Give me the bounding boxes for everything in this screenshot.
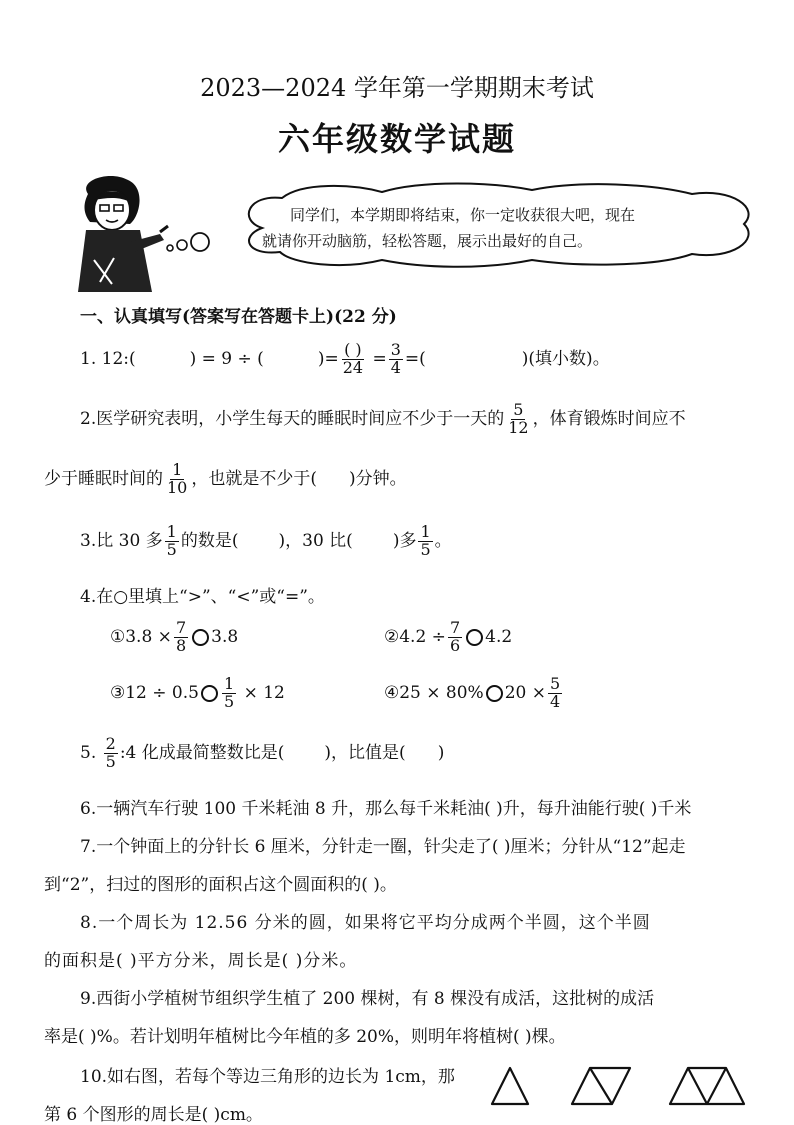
fraction: $\frac{1}{5}$ bbox=[166, 522, 177, 559]
question-3: 3.比 30 多 $\frac{1}{5}$ 的数是( )，30 比( )多 $\frac{1}{5}$ 。 bbox=[80, 522, 452, 559]
question-4-item-2: ②4.2 ÷ $\frac{7}{6}$ 4.2 bbox=[384, 618, 513, 655]
exam-title: 2023—2024 学年第一学期期末考试 bbox=[200, 74, 594, 102]
fraction: $\frac{7}{8}$ bbox=[175, 618, 187, 655]
question-1: 1. 12:( ) = 9 ÷ ( )= $\frac{( )}{24}$ = $\frac{3}{4}$ =( )(填小数)。 bbox=[80, 340, 610, 377]
question-5: 5. $\frac{2}{5}$ :4 化成最简整数比是( )，比值是( ) bbox=[80, 734, 445, 771]
triangle-pattern-figure bbox=[480, 1058, 780, 1110]
speech-cloud bbox=[232, 180, 762, 270]
question-4-intro: 4.在○里填上“>”、“<”或“=”。 bbox=[80, 587, 325, 607]
fraction: $\frac{7}{6}$ bbox=[449, 618, 461, 655]
compare-circle[interactable] bbox=[466, 629, 483, 646]
fraction: $\frac{1}{5}$ bbox=[420, 522, 431, 559]
bubble-line-2: 就请你开动脑筋，轻松答题，展示出最好的自己。 bbox=[262, 232, 593, 250]
question-8-line-2: 的面积是( )平方分米，周长是( )分米。 bbox=[44, 951, 358, 971]
fraction: $\frac{( )}{24}$ bbox=[342, 340, 364, 377]
fraction: $\frac{2}{5}$ bbox=[105, 734, 116, 771]
question-6: 6.一辆汽车行驶 100 千米耗油 8 升，那么每千米耗油( )升，每升油能行驶( )千米 bbox=[80, 799, 692, 819]
question-4-item-4: ④25 × 80% 20 × $\frac{5}{4}$ bbox=[384, 674, 561, 711]
compare-circle[interactable] bbox=[201, 685, 218, 702]
fraction: $\frac{3}{4}$ bbox=[390, 340, 401, 377]
girl-cartoon-illustration bbox=[60, 172, 220, 300]
question-9-line-1: 9.西街小学植树节组织学生植了 200 棵树，有 8 棵没有成活，这批树的成活 bbox=[80, 989, 655, 1009]
question-7-line-2: 到“2”，扫过的图形的面积占这个圆面积的( )。 bbox=[44, 875, 397, 895]
fraction: $\frac{1}{5}$ bbox=[223, 674, 235, 711]
figure-3-trapezoid bbox=[670, 1068, 744, 1104]
figure-2-parallelogram bbox=[572, 1068, 630, 1104]
compare-circle[interactable] bbox=[192, 629, 209, 646]
compare-circle[interactable] bbox=[486, 685, 503, 702]
question-10-line-2: 第 6 个图形的周长是( )cm。 bbox=[44, 1105, 263, 1125]
question-7-line-1: 7.一个钟面上的分针长 6 厘米，分针走一圈，针尖走了( )厘米；分针从“12”起走 bbox=[80, 837, 686, 857]
question-4-item-3: ③12 ÷ 0.5 $\frac{1}{5}$ × 12 bbox=[110, 674, 285, 711]
question-8-line-1: 8.一个周长为 12.56 分米的圆，如果将它平均分成两个半圆，这个半圆 bbox=[80, 913, 651, 933]
question-4-item-1: ①3.8 × $\frac{7}{8}$ 3.8 bbox=[110, 618, 239, 655]
question-10-line-1: 10.如右图，若每个等边三角形的边长为 1cm，那 bbox=[80, 1067, 455, 1087]
fraction: $\frac{1}{10}$ bbox=[167, 460, 188, 497]
question-2-line-2: 少于睡眠时间的 $\frac{1}{10}$ ，也就是不少于( )分钟。 bbox=[44, 460, 407, 497]
section-heading: 一、认真填写(答案写在答题卡上)(22 分) bbox=[80, 307, 397, 327]
page-title: 六年级数学试题 bbox=[277, 120, 516, 158]
bubble-line-1: 同学们，本学期即将结束，你一定收获很大吧，现在 bbox=[290, 206, 636, 224]
fraction: $\frac{5}{4}$ bbox=[550, 674, 561, 711]
question-9-line-2: 率是( )%。若计划明年植树比今年植的多 20%，则明年将植树( )棵。 bbox=[44, 1027, 566, 1047]
question-2-line-1: 2.医学研究表明，小学生每天的睡眠时间应不少于一天的 $\frac{5}{12}$ ，体育锻炼时间应不 bbox=[80, 400, 686, 437]
fraction: $\frac{5}{12}$ bbox=[508, 400, 529, 437]
figure-1-triangle bbox=[492, 1068, 528, 1104]
